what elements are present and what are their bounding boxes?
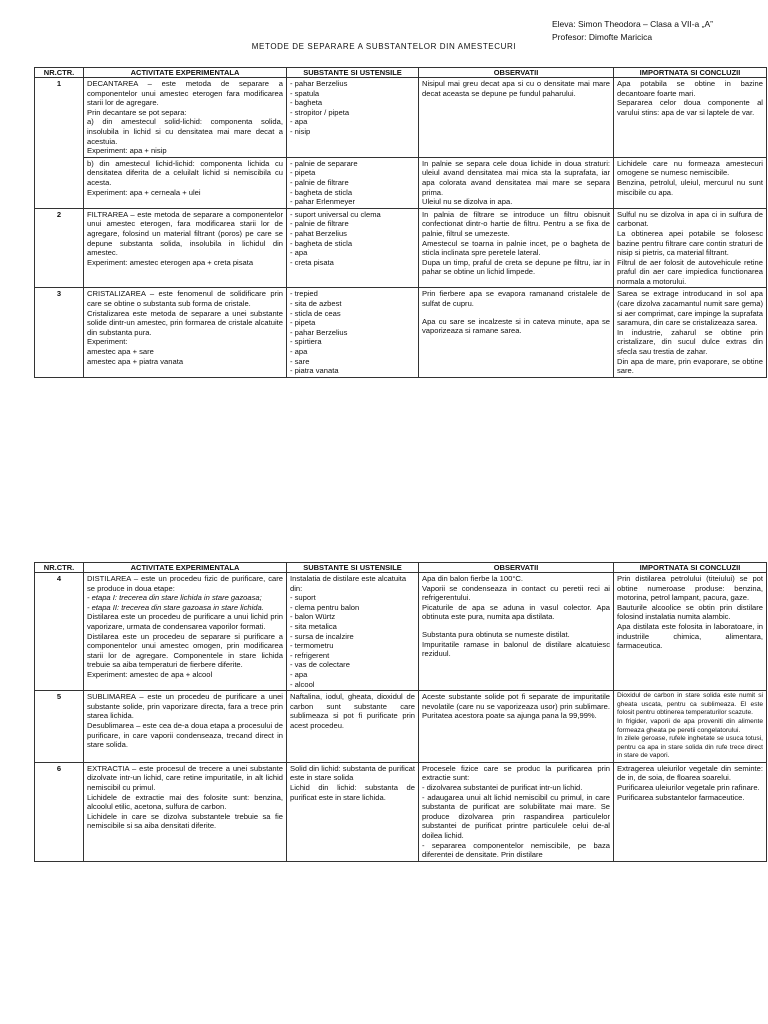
conclusions-cell [614, 157, 767, 208]
activity-cell [84, 691, 287, 763]
list-item: - palnie de separare [290, 158, 358, 168]
observations-cell [419, 208, 614, 288]
list-item: - apa [290, 117, 308, 127]
text-line: Experiment: amestec eterogen apa + creta pisata [87, 257, 254, 267]
text-line: Bauturile alcoolice se obtin prin distilare folosind instalatia numita alambic. [617, 602, 763, 622]
list-item: - nisip [290, 126, 311, 136]
observations-cell [419, 78, 614, 158]
list-item: - pipeta [290, 318, 316, 328]
text-line: CRISTALIZAREA – este fenomenul de solidificare prin care se obtine o substanta sub forma de cristale. [87, 289, 283, 309]
list-item: - bagheta [290, 98, 323, 108]
text-line: Separarea celor doua componente al varului stins: apa de var si laptele de var. [617, 98, 763, 117]
list-item: - clema pentru balon [290, 602, 360, 612]
col-header-activity: ACTIVITATE EXPERIMENTALA [84, 563, 287, 573]
table-row [35, 78, 767, 158]
text-line: Dioxidul de carbon in stare solida este numit si gheata uscata, pentru ca sublimeaza. El este folosit pentru obtinerea temperaturilor scazute. [617, 692, 763, 717]
text-line: Experiment: apa + nisip [87, 146, 167, 156]
text-line: Desublimarea – este cea de-a doua etapa a procesului de purificare, in care vaporii condenseaza, trecand direct in stare solida. [87, 720, 283, 750]
conclusions-cell [614, 762, 767, 861]
text-line: EXTRACTIA – este procesul de trecere a unei substante dizolvate intr-un lichid, care retine impuritatile, in alt lichid nemiscibil cu primul. [87, 763, 283, 793]
list-item: - bagheta de sticla [290, 238, 353, 248]
col-header-observations: OBSERVATII [419, 68, 614, 78]
activity-cell [84, 78, 287, 158]
text-line: In frigider, vaporii de apa proveniti din alimente formeaza gheata pe peretii congelatorului. [617, 717, 763, 734]
list-item: - vas de colectare [290, 660, 350, 670]
text-line: - adaugarea unui alt lichid nemiscibil cu primul, in care substanta de purificat are solubilitate mai mare. Se produce dizolvarea prin raspandirea particulelor substantei de purificat printre particulele celui de-al doilea lichid. [422, 792, 610, 841]
row-number: 1 [35, 78, 84, 209]
text-line: Filtrul de aer folosit de autovehicule retine praful din aer care impiedica functionarea normala a motorului. [617, 257, 763, 286]
conclusions-cell [614, 288, 767, 377]
list-item: - trepied [290, 289, 318, 299]
list-item: - termometru [290, 641, 334, 651]
text-line: - dizolvarea substantei de purificat intr-un lichid. [422, 783, 583, 793]
text-line: Experiment: [87, 337, 128, 347]
text-line: - etapa II: trecerea din stare gazoasa in stare lichida. [87, 602, 264, 612]
text-line: Purificarea uleiurilor vegetale prin rafinare. [617, 783, 760, 793]
teacher-line: Profesor: Dimofte Maricica [552, 32, 653, 42]
text-line: b) din amestecul lichid-lichid: componenta lichida cu densitatea diferita de a celuilalt lichid si nemiscibila cu acesta. [87, 158, 283, 187]
substances-cell [287, 288, 419, 377]
list-item: - pahar Berzelius [290, 327, 348, 337]
list-item: - bagheta de sticla [290, 187, 353, 197]
list-item: - sita metalica [290, 621, 337, 631]
observations-cell [419, 691, 614, 763]
col-header-nr: NR.CTR. [35, 68, 84, 78]
text-line: Prin decantare se pot separa: [87, 107, 187, 117]
list-item: - spatula [290, 88, 320, 98]
page-title: METODE DE SEPARARE A SUBSTANTELOR DIN AMESTECURI [251, 42, 517, 51]
text-line: Benzina, petrolul, uleiul, mercurul nu sunt miscibile cu apa. [617, 177, 763, 197]
text-line: Distilarea este un procedeu de purificare a unui lichid prin vaporizare, urmata de condensarea vaporilor formati. [87, 612, 283, 631]
observations-cell [419, 288, 614, 377]
list-item: - pahat Berzelius [290, 228, 347, 238]
header-block [552, 18, 713, 44]
activity-cell [84, 288, 287, 377]
text-line: Nisipul mai greu decat apa si cu o densitate mai mare decat aceasta se depune pe fundul paharului. [422, 79, 610, 98]
activity-cell [84, 762, 287, 861]
col-header-conclusions: IMPORTNATA SI CONCLUZII [614, 563, 767, 573]
text-line: Apa din balon fierbe la 100°C. [422, 574, 523, 583]
col-header-activity: ACTIVITATE EXPERIMENTALA [84, 68, 287, 78]
text-line: Naftalina, iodul, gheata, dioxidul de carbon sunt substante care sublimeaza si pot fi purificate prin acest procedeu. [290, 692, 415, 730]
list-item: - creta pisata [290, 257, 334, 267]
methods-table-2 [34, 562, 767, 862]
spacer [422, 622, 610, 630]
text-line: Apa distilata este folosita in laboratoare, in industriile chimica, alimentara, farmaceutica. [617, 621, 763, 651]
row-number: 5 [35, 691, 84, 763]
observations-cell [419, 573, 614, 691]
text-line: Picaturile de apa se aduna in vasul colector. Apa obtinuta este pura, numita apa distilata. [422, 602, 610, 622]
table-row [35, 288, 767, 377]
text-line: amestec apa + sare [87, 347, 154, 357]
text-line: In industrie, zaharul se obtine prin cristalizare, din sucul dulce extras din sfecla sau trestia de zahar. [617, 327, 763, 357]
table-header-row [35, 563, 767, 573]
list-item: - palnie de filtrare [290, 177, 349, 187]
list-item: - pahar Berzelius [290, 79, 348, 88]
text-line: - separarea componentelor nemiscibile, pe baza diferentei de densitate. Prin distilare [422, 840, 610, 860]
col-header-substances: SUBSTANTE SI USTENSILE [287, 563, 419, 573]
col-header-conclusions: IMPORTNATA SI CONCLUZII [614, 68, 767, 78]
list-item: - pipeta [290, 168, 316, 178]
text-line: Instalatia de distilare este alcatuita din: [290, 574, 407, 593]
spacer [422, 309, 610, 317]
text-line: Aceste substante solide pot fi separate de impuritatile nevolatile (care nu se vaporizeaza usor) prin sublimare. Puritatea acestora poate sa ajunga pana la 99,99%. [422, 692, 610, 721]
text-line: Experiment: apa + cerneala + ulei [87, 187, 201, 197]
text-line: Prin fierbere apa se evapora ramanand cristalele de sulfat de cupru. [422, 289, 610, 309]
text-line: In palnie se separa cele doua lichide in doua straturi: uleiul avand densitatea mai mica sta la suprafata, iar apa colorata avand densitatea mai mare se separa prima. [422, 158, 610, 197]
text-line: - etapa I: trecerea din stare lichida in stare gazoasa; [87, 593, 262, 603]
row-number: 4 [35, 573, 84, 691]
text-line: Sulful nu se dizolva in apa ci in sulfura de carbonat. [617, 209, 763, 229]
text-line: Vaporii se condenseaza in contact cu peretii reci ai refrigerentului. [422, 583, 610, 603]
row-number: 2 [35, 208, 84, 288]
list-item: - sursa de incalzire [290, 631, 354, 641]
list-item: - piatra vanata [290, 366, 339, 376]
table-row [35, 208, 767, 288]
text-line: Dupa un timp, praful de creta se depune pe filtru, iar in pahar se obtine un lichid limpede. [422, 257, 610, 277]
student-line: Eleva: Simon Theodora – Clasa a VII-a „A” [552, 19, 713, 29]
substances-cell [287, 157, 419, 208]
row-number: 3 [35, 288, 84, 377]
conclusions-cell [614, 208, 767, 288]
text-line: Purificarea substantelor farmaceutice. [617, 792, 745, 802]
row-number: 6 [35, 762, 84, 861]
text-line: Lichid din lichid: substanta de purificat este in stare lichida. [290, 783, 415, 802]
list-item: - suport universal cu clema [290, 209, 381, 219]
text-line: Lichidele in care se dizolva substantele trebuie sa fie nemiscibile si sa aiba densitati diferite. [87, 811, 283, 831]
text-line: Sarea se extrage introducand in sol apa (care dizolva zacamantul numit sare gema) si aer comprimat, care impinge la suprafata saramura, din care se cristalizeaza sarea. [617, 289, 763, 328]
text-line: DISTILAREA – este un procedeu fizic de purificare, care se produce in doua etape: [87, 574, 283, 593]
substances-cell [287, 573, 419, 691]
text-line: La obtinerea apei potabile se folosesc bazine pentru filtrare care contin straturi de nisip si pietris, ca material filtrant. [617, 228, 763, 258]
text-line: Din apa de mare, prin evaporare, se obtine sare. [617, 356, 763, 376]
list-item: - spirtiera [290, 337, 322, 347]
substances-cell [287, 208, 419, 288]
text-line: Amestecul se toarna in palnie incet, pe o bagheta de sticla inclinata spre peretele lateral. [422, 238, 610, 258]
text-line: Substanta pura obtinuta se numeste distilat. [422, 629, 570, 639]
col-header-observations: OBSERVATII [419, 563, 614, 573]
list-item: - sita de azbest [290, 299, 342, 309]
text-line: Lichidele care nu formeaza amestecuri omogene se numesc nemiscibile. [617, 158, 763, 178]
text-line: SUBLIMAREA – este un procedeu de purificare a unei substante solide, prin vaporizare directa, fara a trece prin starea lichida. [87, 692, 283, 721]
text-line: Uleiul nu se dizolva in apa. [422, 197, 513, 207]
text-line: In zilele geroase, rufele inghetate se usuca totusi, pentru ca apa in stare solida din rufe trece direct in stare de vapori. [617, 735, 763, 760]
text-line: a) din amestecul solid-lichid: componenta solida, insolubila in lichid si cu densitatea mai mare decat a acestuia. [87, 117, 283, 146]
text-line: Procesele fizice care se produc la purificarea prin extractie sunt: [422, 763, 610, 783]
list-item: - pahar Erlenmeyer [290, 197, 355, 207]
text-line: Apa cu sare se incalzeste si in cateva minute, apa se vaporizeaza si ramane sarea. [422, 316, 610, 336]
list-item: - palnie de filtrare [290, 219, 349, 229]
table-header-row [35, 68, 767, 78]
observations-cell [419, 157, 614, 208]
text-line: Distilarea este un procedeu de separare si purificare a componentelor unui amestec omogen, prin modificarea starii lor de agregare. Componentele in stare lichida trebuie sa aiba temperaturi de fierbere diferite. [87, 631, 283, 670]
text-line: Prin distilarea petrolului (titeiului) se pot obtine numeroase produse: benzina, motorina, petrol lampant, pacura, gaze. [617, 574, 763, 603]
list-item: - balon Würtz [290, 612, 336, 622]
list-item: - stropitor / pipeta [290, 107, 350, 117]
text-line: amestec apa + piatra vanata [87, 356, 184, 366]
col-header-substances: SUBSTANTE SI USTENSILE [287, 68, 419, 78]
substances-cell [287, 762, 419, 861]
list-item: - sticla de ceas [290, 308, 341, 318]
text-line: Extragerea uleiurilor vegetale din seminte: de in, de soia, de floarea soarelui. [617, 763, 763, 783]
substances-cell [287, 691, 419, 763]
list-item: - refrigerent [290, 650, 330, 660]
list-item: - alcool [290, 679, 315, 689]
text-line: FILTRAREA – este metoda de separare a componentelor unui amestec eterogen, fara modificarea starii lor de agregare, folosind un material filtrant (poros) pe care se depune substanta solida, insolubila in lichidul din amestec. [87, 209, 283, 258]
list-item: - suport [290, 593, 316, 603]
substances-cell [287, 78, 419, 158]
conclusions-cell [614, 691, 767, 763]
list-item: - sare [290, 356, 310, 366]
text-line: In palnia de filtrare se introduce un filtru obisnuit confectionat dintr-o hartie de filtru. Pentru a se fixa de palnie, filtrul se umezeste. [422, 209, 610, 238]
list-item: - apa [290, 248, 308, 258]
table-row [35, 573, 767, 691]
table-row [35, 157, 767, 208]
text-line: Apa potabila se obtine in bazine decantoare foarte mari. [617, 79, 763, 98]
conclusions-cell [614, 78, 767, 158]
text-line: Impuritatile ramase in balonul de distilare alcatuiesc reziduul. [422, 639, 610, 659]
conclusions-cell [614, 573, 767, 691]
list-item: - apa [290, 669, 308, 679]
methods-table-1 [34, 67, 767, 378]
text-line: Experiment: amestec de apa + alcool [87, 669, 213, 679]
activity-cell [84, 208, 287, 288]
activity-cell [84, 157, 287, 208]
list-item: - apa [290, 347, 308, 357]
text-line: Lichidele de extractie mai des folosite sunt: benzina, alcoolul etilic, acetona, sulfura de carbon. [87, 792, 283, 812]
table-row [35, 691, 767, 763]
col-header-nr: NR.CTR. [35, 563, 84, 573]
observations-cell [419, 762, 614, 861]
activity-cell [84, 573, 287, 691]
text-line: DECANTAREA – este metoda de separare a componentelor unui amestec eterogen fara modificarea starii lor de agregare. [87, 79, 283, 108]
table-row [35, 762, 767, 861]
text-line: Cristalizarea este metoda de separare a unei substante solide dintr-un amestec, prin formarea de cristale alcatuite din substanta pura. [87, 308, 283, 337]
text-line: Solid din lichid: substanta de purificat este in stare solida [290, 763, 415, 783]
